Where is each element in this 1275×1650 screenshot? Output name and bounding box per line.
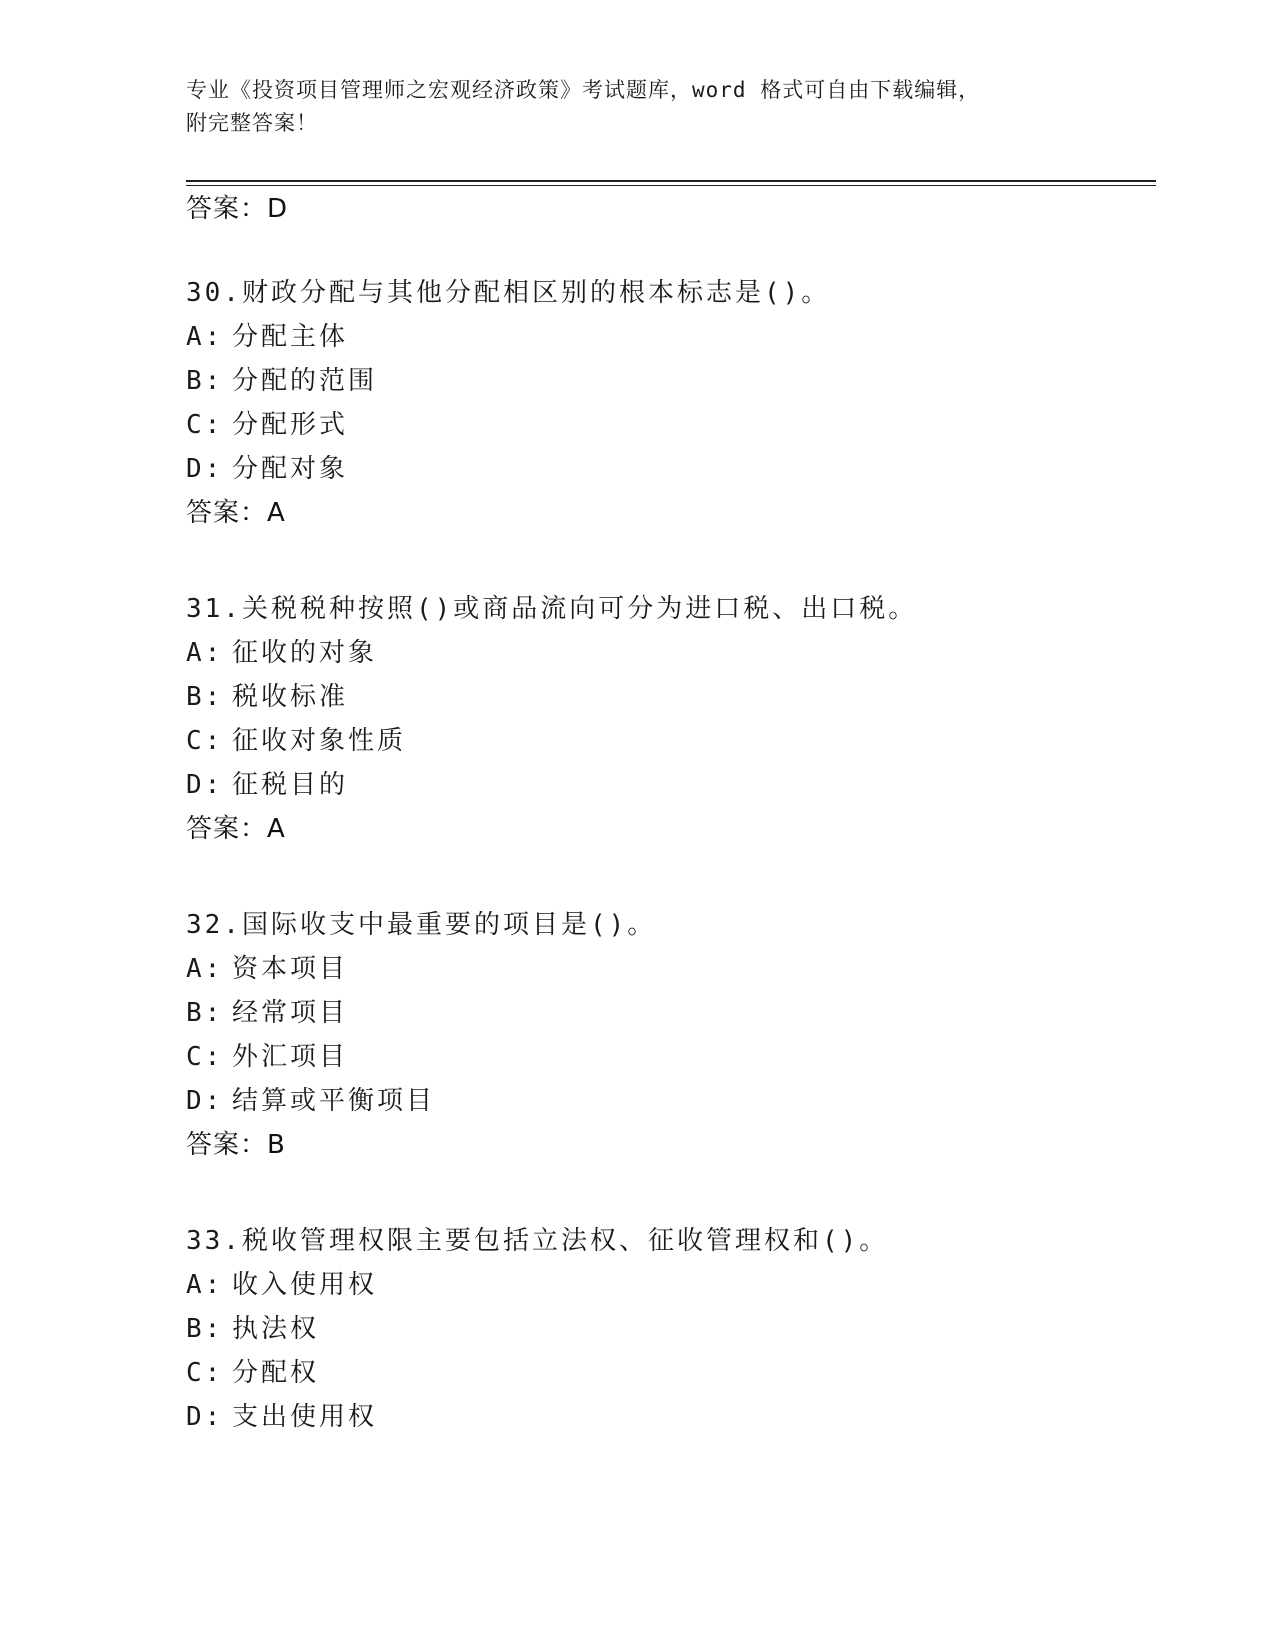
answer-line <box>186 1124 286 1161</box>
answer-label: 答案： <box>186 498 268 528</box>
answer-line <box>186 808 286 845</box>
option-letter: A: <box>186 638 224 668</box>
option-text: 分配主体 <box>232 322 349 352</box>
option-text: 结算或平衡项目 <box>232 1086 436 1116</box>
option-letter: B: <box>186 682 224 712</box>
header-line-1: 专业《投资项目管理师之宏观经济政策》考试题库，word 格式可自由下载编辑， <box>186 78 981 102</box>
option-text: 分配权 <box>232 1358 320 1388</box>
option-text: 经常项目 <box>232 998 349 1028</box>
option-b <box>186 676 348 713</box>
option-text: 分配对象 <box>232 454 349 484</box>
answer-value: A <box>267 498 286 528</box>
option-letter: D: <box>186 1086 224 1116</box>
option-a <box>186 632 377 669</box>
question-30: 30.财政分配与其他分配相区别的根本标志是()。 <box>186 278 831 308</box>
option-text: 资本项目 <box>232 954 349 984</box>
option-d <box>186 1396 377 1433</box>
option-letter: D: <box>186 454 224 484</box>
option-text: 分配的范围 <box>232 366 378 396</box>
answer-label: 答案： <box>186 1130 268 1160</box>
option-text: 征收对象性质 <box>232 726 407 756</box>
answer-label: 答案： <box>186 194 268 224</box>
header-rule-thin <box>186 185 1156 186</box>
option-b <box>186 992 348 1029</box>
option-text: 征收的对象 <box>232 638 378 668</box>
option-letter: C: <box>186 1358 224 1388</box>
answer-label: 答案： <box>186 814 268 844</box>
option-text: 执法权 <box>232 1314 320 1344</box>
option-c <box>186 1036 348 1073</box>
option-letter: D: <box>186 770 224 800</box>
option-letter: C: <box>186 1042 224 1072</box>
answer-value: A <box>267 814 286 844</box>
option-c <box>186 1352 319 1389</box>
option-letter: B: <box>186 998 224 1028</box>
option-text: 税收标准 <box>232 682 349 712</box>
option-c <box>186 720 406 757</box>
option-text: 支出使用权 <box>232 1402 378 1432</box>
option-a <box>186 1264 377 1301</box>
answer-value: D <box>267 194 289 224</box>
option-a <box>186 948 348 985</box>
option-b <box>186 1308 319 1345</box>
option-text: 外汇项目 <box>232 1042 349 1072</box>
question-32: 32.国际收支中最重要的项目是()。 <box>186 910 657 940</box>
answer-line <box>186 188 288 225</box>
option-b <box>186 360 377 397</box>
question-31: 31.关税税种按照()或商品流向可分为进口税、出口税。 <box>186 594 918 624</box>
option-text: 收入使用权 <box>232 1270 378 1300</box>
option-c <box>186 404 348 441</box>
answer-value: B <box>267 1130 286 1160</box>
option-d <box>186 448 348 485</box>
option-text: 征税目的 <box>232 770 349 800</box>
option-d <box>186 1080 435 1117</box>
option-letter: A: <box>186 322 224 352</box>
option-a <box>186 316 348 353</box>
option-letter: A: <box>186 954 224 984</box>
option-letter: D: <box>186 1402 224 1432</box>
option-letter: B: <box>186 1314 224 1344</box>
option-d <box>186 764 348 801</box>
option-letter: C: <box>186 410 224 440</box>
header-rule <box>186 180 1156 182</box>
answer-line <box>186 492 286 529</box>
option-letter: A: <box>186 1270 224 1300</box>
question-33: 33.税收管理权限主要包括立法权、征收管理权和()。 <box>186 1226 889 1256</box>
option-letter: C: <box>186 726 224 756</box>
option-text: 分配形式 <box>232 410 349 440</box>
header-line-2: 附完整答案！ <box>186 111 318 135</box>
document-header <box>186 74 1086 140</box>
option-letter: B: <box>186 366 224 396</box>
